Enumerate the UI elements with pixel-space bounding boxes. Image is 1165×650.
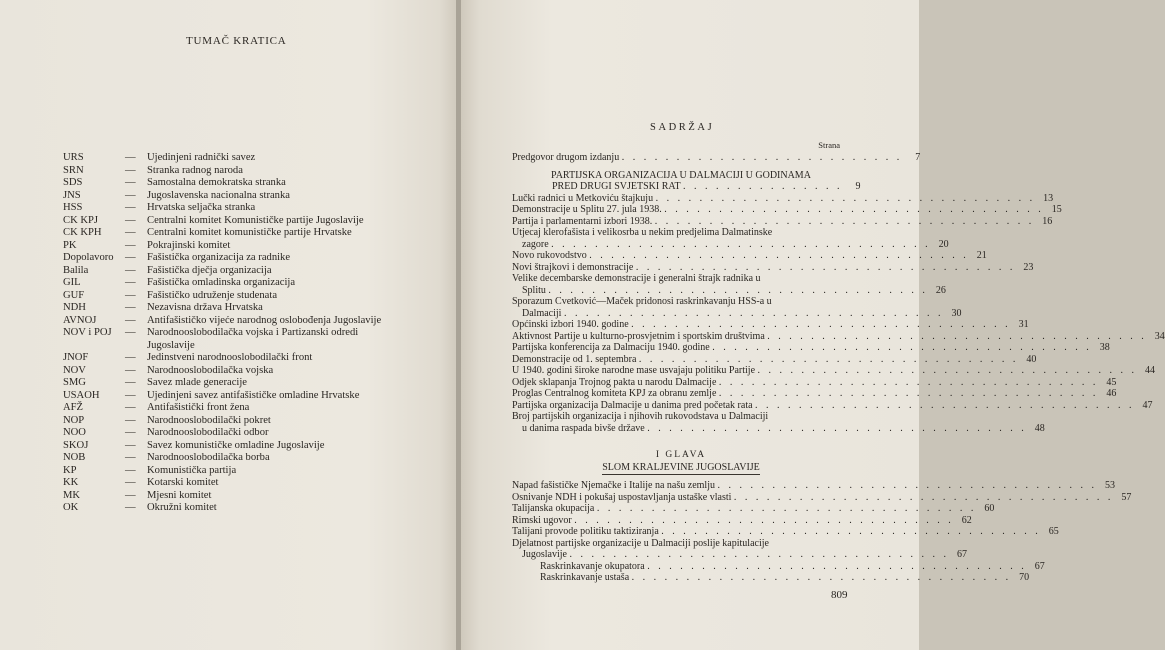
abbreviation-dash: — (125, 464, 136, 476)
toc-entry (512, 192, 1054, 205)
toc-entry-text: Aktivnost Partije u kulturno-prosvjetnim i sportskim društvima (512, 330, 765, 342)
toc-entry (512, 319, 1029, 331)
leader-dots: . . . . . . . . . . . . . . . . . . . . . . . . . . . . . . . . . . . (655, 192, 1036, 204)
leader-dots: . . . . . . . . . . . . . . . . . . . . . . . . . . . . . . . . . . . (767, 330, 1147, 342)
abbreviation-row (63, 352, 408, 365)
toc-entry-wrap (512, 400, 1135, 412)
abbreviation-meaning: Narodnooslobodilačka vojska (147, 364, 274, 376)
abbreviation-row (63, 290, 408, 303)
toc-entry-cont: zagore (522, 238, 549, 250)
abbreviation-row (63, 502, 408, 515)
abbreviation-meaning: Fašistička omladinska organizacija (147, 277, 296, 288)
abbreviation-dash: — (125, 477, 136, 488)
toc-entry-text: Općinski izbori 1940. godine (512, 319, 629, 330)
abbreviation-code: SRN (63, 164, 84, 176)
abbreviation-dash: — (125, 489, 136, 501)
toc-page-number: 45 (1106, 376, 1117, 388)
toc-entry (512, 330, 1165, 343)
abbreviation-code: SMG (63, 377, 86, 388)
toc-entry (512, 342, 1110, 354)
toc-entry (512, 399, 1153, 412)
toc-entry (512, 480, 1115, 492)
toc-entry (512, 215, 1053, 228)
leader-dots: . . . . . . . . . . . . . . . . . . . . . . . . . . . . . . . . . . . (718, 376, 1099, 388)
abbreviation-code: SKOJ (63, 439, 89, 451)
abbreviation-dash: — (125, 414, 136, 426)
toc-entry-wrap (512, 319, 1011, 331)
toc-entry-cont-wrap (522, 423, 1027, 435)
abbreviation-meaning: Komunistička partija (147, 464, 237, 476)
toc-page-number: 15 (1051, 204, 1062, 215)
abbreviation-meaning: Centralni komitet Komunističke partije Jugoslavije (147, 214, 364, 226)
abbreviation-code: USAOH (63, 389, 100, 401)
toc-entry-cont-wrap (522, 285, 928, 297)
abbreviation-dash: — (125, 289, 136, 301)
abbreviation-meaning: Nezavisna država Hrvatska (147, 302, 263, 313)
toc-page-number: 38 (1099, 342, 1110, 353)
toc-entry-wrap (540, 572, 1011, 584)
contents-title: SADRŽAJ (650, 122, 715, 133)
abbreviation-dash: — (125, 377, 136, 388)
toc-entry-line (512, 273, 850, 285)
toc-entry-wrap (512, 204, 1044, 216)
abbreviation-dash: — (125, 402, 136, 413)
toc-entry-text: Demonstracije u Splitu 27. jula 1938. (512, 204, 662, 215)
abbreviation-dash: — (125, 152, 136, 163)
abbreviation-code: HSS (63, 202, 83, 213)
toc-entry-text: U 1940. godini široke narodne mase usvajaju politiku Partije (512, 365, 756, 376)
abbreviation-dash: — (125, 364, 136, 376)
toc-entry (512, 261, 1034, 274)
leader-dots: . . . . . . . . . . . . . . . . . . . . . . . . . . . . . . . . . . . (551, 238, 931, 250)
toc-entry-text: Odjek sklapanja Trojnog pakta u narodu Dalmacije (512, 376, 717, 388)
toc-entry-line (512, 227, 850, 239)
abbreviation-dash: — (125, 277, 136, 288)
abbreviation-row (63, 252, 408, 265)
toc-entry (512, 572, 1030, 584)
leader-dots: . . . . . . . . . . . . . . . . . . . . . . . . . . . . . . . . . . . (733, 491, 1114, 503)
abbreviation-meaning: Narodnooslobodilački odbor (147, 427, 269, 438)
abbreviations-list (63, 152, 408, 515)
abbreviation-code: NOB (63, 452, 86, 463)
abbreviation-code: GUF (63, 289, 85, 301)
abbreviation-code: Balila (63, 264, 89, 276)
abbreviation-code: NOV i POJ (63, 327, 112, 338)
toc-entry-line (512, 296, 850, 308)
toc-page-number: 62 (961, 514, 972, 526)
toc-entry (512, 503, 995, 515)
leader-dots: . . . . . . . . . . . . . . . . . . . . . . . . . . . . . . . . . . . (718, 388, 1099, 399)
abbreviation-meaning: Jedinstveni narodnooslobodilački front (147, 352, 313, 363)
toc-entry (512, 353, 1037, 366)
toc-page-number: 40 (1026, 353, 1037, 365)
leader-dots: . . . . . . . . . . . . . . . . . . . . . . . . . . . . . . . . . . . (574, 514, 954, 526)
abbreviation-meaning: Pokrajinski komitet (147, 239, 231, 251)
toc-entry-text: Proglas Centralnog komiteta KPJ za obranu zemlje (512, 388, 717, 399)
abbreviation-dash: — (125, 252, 136, 263)
abbreviation-dash: — (125, 264, 136, 276)
toc-page-number: 20 (938, 238, 949, 250)
toc-entry-cont: Dalmaciji (522, 307, 562, 319)
toc-page-number: 48 (1034, 422, 1045, 434)
toc-entry-text: Partija i parlamentarni izbori 1938. (512, 215, 653, 227)
abbreviation-row (63, 327, 408, 352)
toc-entry-wrap (512, 377, 1098, 389)
toc-entry-wrap (512, 492, 1113, 504)
abbreviation-row (63, 390, 408, 403)
abbreviation-code: GIL (63, 277, 81, 288)
table-of-contents (512, 152, 1165, 584)
toc-entry-wrap (512, 515, 954, 527)
leader-dots: . . . . . . . . . . . . . . . . . . . . . . . . . . . . . . . . . . . (635, 261, 1016, 273)
leader-dots: . . . . . . . . . . . . . . . . . . . . . . . . . . . . . . . . . . . (647, 560, 1027, 572)
abbreviation-dash: — (125, 327, 136, 338)
abbreviations-title: TUMAČ KRATICA (186, 35, 287, 47)
toc-entry-text: Sporazum Cvetković—Maček pridonosi raskrinkavanju HSS-a u (512, 296, 772, 307)
toc-page-number: 53 (1104, 480, 1115, 491)
page-number: 809 (831, 589, 848, 601)
toc-entry (512, 422, 1045, 435)
toc-page-number: 70 (1019, 572, 1030, 583)
leader-dots: . . . . . . . . . . . . . . . (682, 181, 843, 192)
abbreviation-row (63, 440, 408, 453)
toc-page-number: 30 (951, 307, 962, 319)
toc-entry-wrap (512, 250, 969, 262)
abbreviation-row (63, 465, 408, 478)
abbreviation-meaning: Ujedinjeni savez antifašističke omladine Hrvatske (147, 389, 360, 401)
toc-entry-text: Velike decembarske demonstracije i generalni štrajk radnika u (512, 273, 761, 284)
left-page (0, 0, 458, 650)
toc-page-number: 65 (1048, 526, 1059, 537)
abbreviation-dash: — (125, 389, 136, 401)
leader-dots: . . . . . . . . . . . . . . . . . . . . . . . . . . . . . . . . . . . (664, 204, 1044, 215)
toc-entry-wrap (512, 193, 1035, 205)
abbreviation-meaning: Jugoslavenska nacionalna stranka (147, 189, 290, 201)
toc-preface (512, 152, 921, 164)
toc-entry-wrap (540, 561, 1027, 573)
abbreviation-meaning: Okružni komitet (147, 502, 217, 513)
abbreviation-meaning: Savez komunističke omladine Jugoslavije (147, 439, 325, 451)
abbreviation-row (63, 227, 408, 240)
abbreviation-row (63, 202, 408, 215)
abbreviation-code: CK KPJ (63, 214, 99, 226)
abbreviation-dash: — (125, 214, 136, 226)
chapter-entries (512, 480, 1132, 584)
toc-entry-cont: u danima raspada bivše države (522, 422, 645, 434)
abbreviation-dash: — (125, 239, 136, 251)
toc-entry-text: Broj partijskih organizacija i njihovih rukovodstava u Dalmaciji (512, 411, 769, 422)
leader-dots: . . . . . . . . . . . . . . . . . . . . . . . . . . . . . . . . . . . (596, 503, 977, 514)
abbreviation-meaning: Savez mlade generacije (147, 377, 247, 388)
toc-page-number: 21 (976, 250, 987, 261)
abbreviation-code: JNOF (63, 352, 89, 363)
toc-entry-text: Djelatnost partijske organizacije u Dalmaciji poslije kapitulacije (512, 537, 769, 549)
toc-entry-text: Partijska organizacija Dalmacije u danima pred početak rata (512, 399, 753, 411)
abbreviation-row (63, 152, 408, 165)
toc-entry-wrap (512, 216, 1034, 228)
toc-page-number: 13 (1043, 192, 1054, 204)
abbreviation-row (63, 190, 408, 203)
abbreviation-row (63, 302, 408, 315)
abbreviation-dash: — (125, 352, 136, 363)
abbreviation-code: JNS (63, 189, 81, 201)
abbreviation-code: NOV (63, 364, 86, 376)
toc-entry-wrap (512, 480, 1097, 492)
abbreviation-row (63, 365, 408, 378)
toc-entry (512, 388, 1117, 400)
abbreviation-code: NOP (63, 414, 85, 426)
toc-entry-wrap (512, 388, 1098, 400)
toc-entry (512, 491, 1132, 504)
leader-dots: . . . . . . . . . . . . . . . . . . . . . . . . . . . . . . . . . . . (638, 353, 1019, 365)
page-column-header: Strana (818, 140, 840, 150)
toc-page-number: 31 (1018, 319, 1029, 330)
toc-entry-text: Rimski ugovor (512, 514, 572, 526)
toc-entry (512, 204, 1062, 216)
abbreviation-meaning: Kotarski komitet (147, 477, 219, 488)
part-heading-line1: PARTIJSKA ORGANIZACIJA U DALMACIJI U GODINAMA (551, 169, 811, 181)
abbreviation-meaning: Antifašistički front žena (147, 402, 250, 413)
abbreviation-meaning: Mjesni komitet (147, 489, 212, 501)
abbreviation-meaning: Fašistička dječja organizacija (147, 264, 272, 276)
toc-page-number: 34 (1154, 330, 1165, 342)
toc-entry-wrap (512, 354, 1018, 366)
toc-entry-text: Talijanska okupacija (512, 503, 595, 514)
abbreviation-dash: — (125, 502, 136, 513)
part-heading (512, 181, 861, 193)
leader-dots: . . . . . . . . . . . . . . . . . . . . . . . . . . . . . . . . . . . (661, 526, 1041, 537)
abbreviation-row (63, 265, 408, 278)
abbreviation-meaning: Antifašističko vijeće narodnog oslobođenja Jugoslavije (147, 314, 382, 326)
abbreviation-meaning: Narodnooslobodilački pokret (147, 414, 271, 426)
toc-entry (512, 307, 962, 320)
abbreviation-row (63, 415, 408, 428)
leader-dots: . . . . . . . . . . . . . . . . . . . . . . . . . . . . . . . . . . . (654, 215, 1035, 227)
toc-page-number: 67 (957, 549, 967, 560)
leader-dots: . . . . . . . . . . . . . . . . . . . . . . . . . . . . . . . . . . . (548, 284, 928, 296)
toc-entry-cont-wrap (522, 239, 931, 251)
chapter-label: I GLAVA (655, 450, 707, 460)
toc-entry-text: Partijska konferencija za Dalmaciju 1940. godine (512, 342, 710, 353)
abbreviation-meaning: Fašističko udruženje studenata (147, 289, 278, 301)
toc-entry-wrap (512, 342, 1092, 354)
toc-entry-cont: Splitu (522, 284, 546, 296)
abbreviation-dash: — (125, 189, 136, 201)
abbreviation-code: NOO (63, 427, 86, 438)
toc-entry-wrap (512, 503, 976, 515)
toc-page-number: 67 (1034, 560, 1045, 572)
toc-page-number: 60 (984, 503, 995, 514)
abbreviation-row (63, 177, 408, 190)
toc-entry-wrap (512, 262, 1015, 274)
abbreviation-code: AVNOJ (63, 314, 97, 326)
toc-entry (512, 376, 1117, 389)
toc-entry (512, 238, 949, 251)
toc-entry-text: Napad fašističke Njemačke i Italije na našu zemlju (512, 480, 715, 491)
toc-entry-cont-wrap (522, 308, 943, 320)
toc-entry (512, 250, 987, 262)
abbreviation-meaning: Fašistička organizacija za radnike (147, 252, 291, 263)
abbreviation-row (63, 377, 408, 390)
abbreviation-dash: — (125, 164, 136, 176)
toc-entry (512, 560, 1045, 573)
toc-entry-cont-wrap (522, 549, 949, 561)
toc-entry-text: Utjecaj klerofašista i velikosrba u nekim predjelima Dalmatinske (512, 227, 773, 238)
leader-dots: . . . . . . . . . . . . . . . . . . . . . . . . . . . . . . . . . . . (589, 250, 969, 261)
abbreviation-code: CK KPH (63, 227, 102, 238)
abbreviation-dash: — (125, 227, 136, 238)
toc-entry (512, 365, 1156, 377)
toc-entries (512, 192, 1165, 435)
abbreviation-dash: — (125, 314, 136, 326)
abbreviation-dash: — (125, 439, 136, 451)
toc-entry-line (512, 538, 850, 550)
abbreviation-row (63, 277, 408, 290)
chapter-title: SLOM KRALJEVINE JUGOSLAVIJE (602, 462, 760, 476)
leader-dots: . . . . . . . . . . . . . . . . . . . . . . . . . . . . . . . . . . . (755, 399, 1135, 411)
toc-page-number: 7 (915, 152, 921, 163)
abbreviation-meaning: Centralni komitet komunističke partije Hrvatske (147, 227, 352, 238)
abbreviation-code: AFŽ (63, 402, 84, 413)
abbreviation-code: Dopolavoro (63, 252, 114, 263)
leader-dots: . . . . . . . . . . . . . . . . . . . . . . . . . . . . . . . . . . . (717, 480, 1097, 491)
abbreviation-code: NDH (63, 302, 86, 313)
toc-page-number: 47 (1142, 399, 1153, 411)
toc-entry-wrap (512, 526, 1041, 538)
abbreviation-row (63, 427, 408, 440)
abbreviation-dash: — (125, 302, 136, 313)
toc-entry-text: Raskrinkavanje ustaša (540, 572, 630, 583)
abbreviation-code: URS (63, 152, 84, 163)
abbreviation-code: MK (63, 489, 81, 501)
toc-entry (512, 514, 972, 527)
toc-entry-text: Novi štrajkovi i demonstracije (512, 261, 634, 273)
toc-entry-text: Novo rukovodstvo (512, 250, 587, 261)
abbreviation-row (63, 490, 408, 503)
toc-page-number: 16 (1042, 215, 1053, 227)
abbreviation-row (63, 315, 408, 328)
part-heading-line2: PRED DRUGI SVJETSKI RAT (552, 181, 681, 192)
abbreviation-row (63, 165, 408, 178)
abbreviation-meaning: Narodnooslobodilačka vojska i Partizanski odredi Jugoslavije (147, 327, 359, 351)
toc-entry-text: Raskrinkavanje okupatora (540, 560, 645, 572)
toc-entry-text: Lučki radnici u Metkoviću štajkuju (512, 192, 654, 204)
toc-entry-wrap (512, 331, 1147, 343)
toc-page-number: 44 (1145, 365, 1156, 376)
leader-dots: . . . . . . . . . . . . . . . . . . . . . . . . . . . . . . . . . . . (757, 365, 1138, 376)
leader-dots: . . . . . . . . . . . . . . . . . . . . . . . . . . . . . . . . . . . (712, 342, 1092, 353)
abbreviation-row (63, 240, 408, 253)
abbreviation-dash: — (125, 177, 136, 188)
abbreviation-meaning: Ujedinjeni radnički savez (147, 152, 256, 163)
toc-page-number: 57 (1121, 491, 1132, 503)
abbreviation-dash: — (125, 202, 136, 213)
leader-dots: . . . . . . . . . . . . . . . . . . . . . . . . . . . . . . . . . . . (563, 307, 944, 319)
abbreviation-code: PK (63, 239, 77, 251)
toc-entry (512, 526, 1059, 538)
leader-dots: . . . . . . . . . . . . . . . . . . . . . . . . . . . . . . . . . . . (569, 549, 949, 560)
toc-entry (512, 284, 946, 297)
toc-entry-text: Predgovor drugom izdanju (512, 152, 620, 163)
abbreviation-code: KP (63, 464, 77, 476)
toc-page-number: 9 (855, 181, 861, 192)
toc-entry-text: Talijani provode politiku taktiziranja (512, 526, 659, 537)
toc-entry-wrap (512, 365, 1137, 377)
abbreviation-meaning: Narodnooslobodilačka borba (147, 452, 270, 463)
abbreviation-row (63, 452, 408, 465)
leader-dots: . . . . . . . . . . . . . . . . . . . . . . . . . . (621, 152, 903, 163)
leader-dots: . . . . . . . . . . . . . . . . . . . . . . . . . . . . . . . . . . . (647, 422, 1027, 434)
toc-entry-line (512, 411, 850, 423)
leader-dots: . . . . . . . . . . . . . . . . . . . . . . . . . . . . . . . . . . . (631, 319, 1011, 330)
abbreviation-dash: — (125, 427, 136, 438)
toc-entry (512, 549, 967, 561)
toc-entry-cont: Jugoslavije (522, 549, 567, 560)
abbreviation-meaning: Hrvatska seljačka stranka (147, 202, 256, 213)
abbreviation-row (63, 477, 408, 490)
abbreviation-meaning: Samostalna demokratska stranka (147, 177, 286, 188)
abbreviation-row (63, 215, 408, 228)
abbreviation-code: OK (63, 502, 79, 513)
toc-page-number: 23 (1023, 261, 1034, 273)
abbreviation-dash: — (125, 452, 136, 463)
abbreviation-code: SDS (63, 177, 83, 188)
toc-entry-text: Demonstracije od 1. septembra (512, 353, 637, 365)
toc-page-number: 46 (1106, 388, 1117, 399)
leader-dots: . . . . . . . . . . . . . . . . . . . . . . . . . . . . . . . . . . . (631, 572, 1012, 583)
toc-entry-text: Osnivanje NDH i pokušaj uspostavljanja ustaške vlasti (512, 491, 732, 503)
abbreviation-row (63, 402, 408, 415)
abbreviation-code: KK (63, 477, 79, 488)
toc-page-number: 26 (935, 284, 946, 296)
abbreviation-meaning: Stranka radnog naroda (147, 164, 243, 176)
